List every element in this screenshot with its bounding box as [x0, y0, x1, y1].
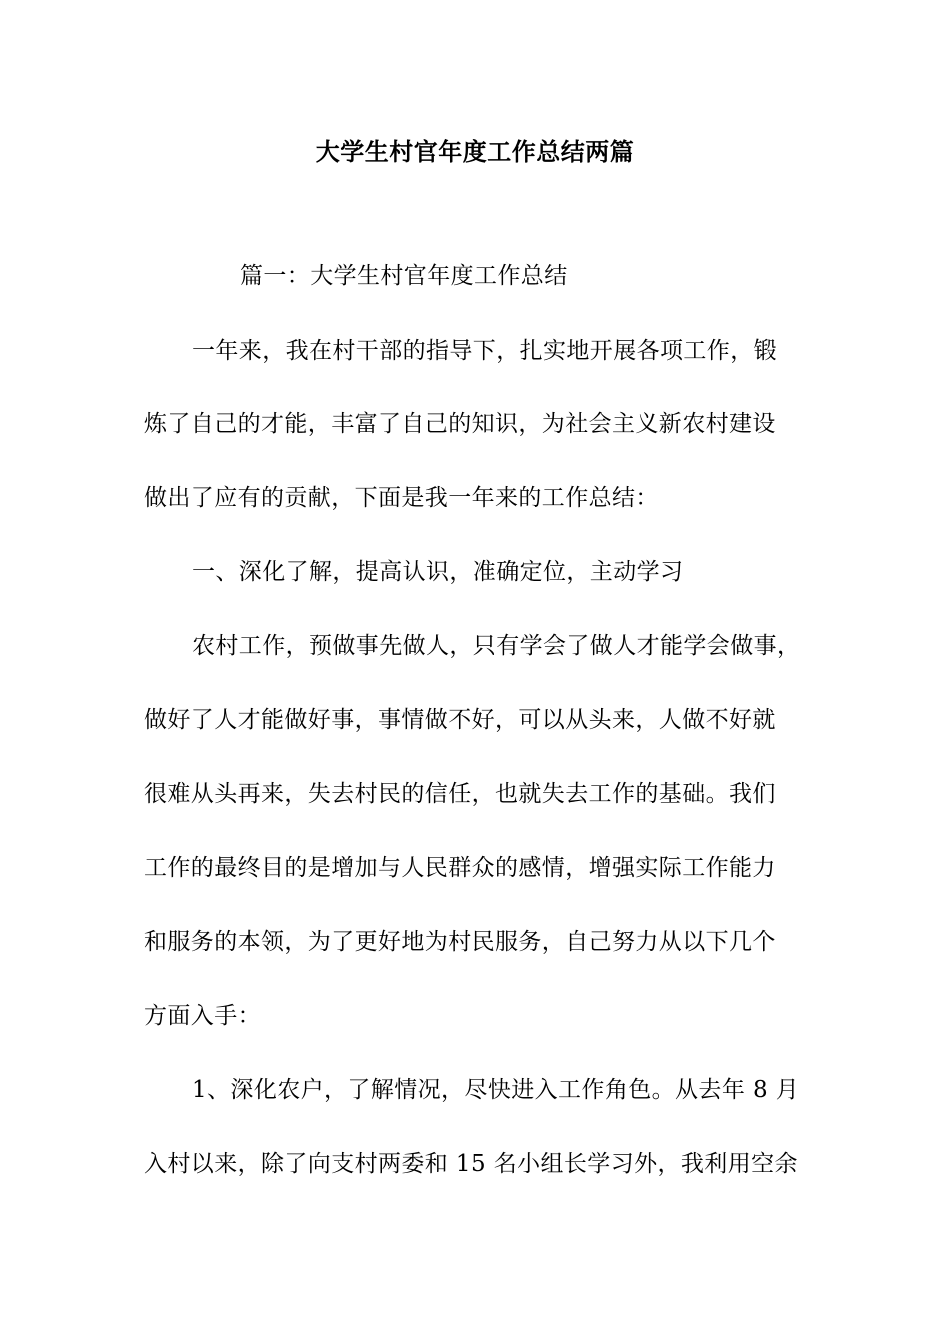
- paragraph-line: 做出了应有的贡献，下面是我一年来的工作总结：: [144, 485, 659, 511]
- paragraph-line: 一年来，我在村干部的指导下，扎实地开展各项工作，锻: [192, 338, 777, 364]
- document-title: 大学生村官年度工作总结两篇: [315, 137, 635, 166]
- section-heading-one: 一、深化了解，提高认识，准确定位，主动学习: [192, 559, 684, 585]
- paragraph-line: 做好了人才能做好事，事情做不好，可以从头来，人做不好就: [144, 707, 776, 733]
- paragraph-line: 1、深化农户，了解情况，尽快进入工作角色。从去年 8 月: [192, 1077, 800, 1103]
- paragraph-line: 方面入手：: [144, 1003, 261, 1029]
- paragraph-line: 和服务的本领，为了更好地为村民服务，自己努力从以下几个: [144, 929, 776, 955]
- paragraph-line: 工作的最终目的是增加与人民群众的感情，增强实际工作能力: [144, 855, 776, 881]
- section-heading-part-one: 篇一：大学生村官年度工作总结: [240, 263, 568, 289]
- paragraph-line: 炼了自己的才能，丰富了自己的知识，为社会主义新农村建设: [144, 411, 776, 437]
- paragraph-line: 很难从头再来，失去村民的信任，也就失去工作的基础。我们: [144, 781, 776, 807]
- paragraph-line: 农村工作，预做事先做人，只有学会了做人才能学会做事，: [192, 633, 801, 659]
- paragraph-line: 入村以来，除了向支村两委和 15 名小组长学习外，我利用空余: [144, 1151, 798, 1177]
